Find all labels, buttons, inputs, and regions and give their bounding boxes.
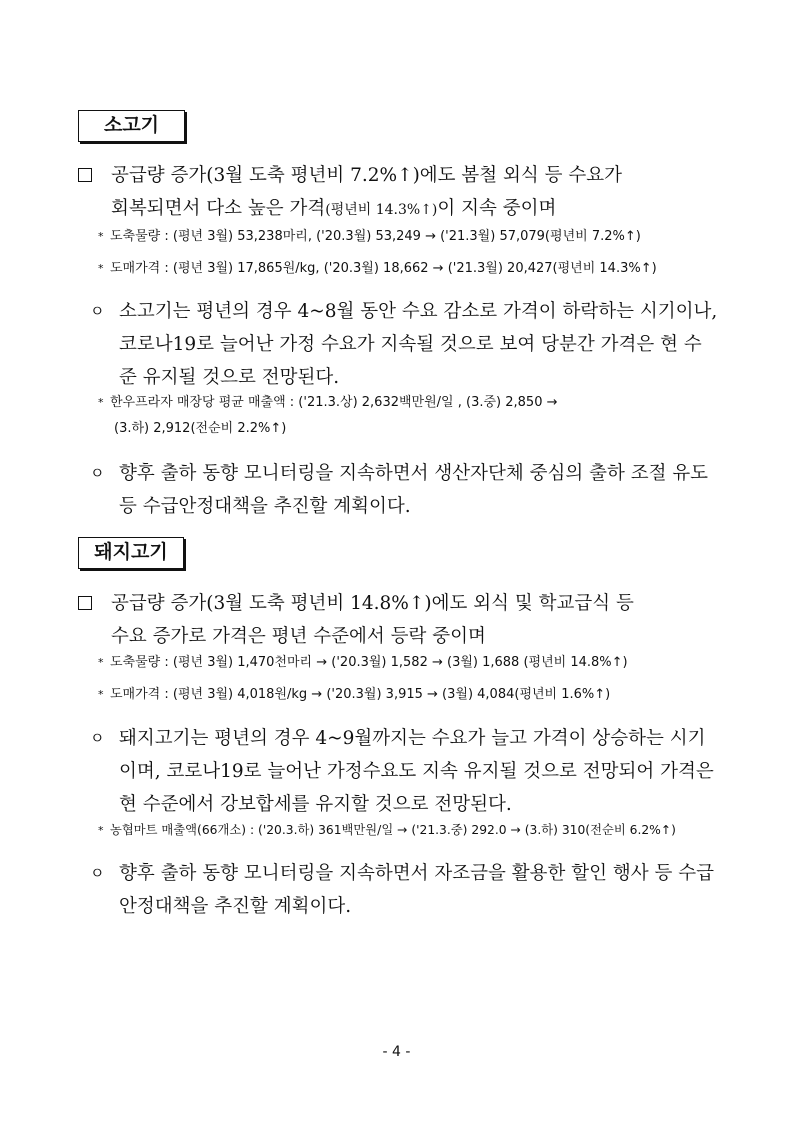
beef-outlook: ㅇ 소고기는 평년의 경우 4~8월 동안 수요 감소로 가격이 하락하는 시기이나, 코로나19로 늘어난 가정 수요가 지속될 것으로 보여 당분간 가격은 현 수준 유지될 것으로 전망된다. — [90, 295, 718, 394]
pork-note-wholesale-price: * 도매가격 : (평년 3월) 4,018원/kg → ('20.3월) 3,915 → (3월) 4,084(평년비 1.6%↑) — [98, 681, 718, 709]
square-bullet-icon — [78, 596, 92, 610]
pork-summary-line1: 공급량 증가(3월 도축 평년비 14.8%↑)에도 외식 및 학교급식 등 — [111, 593, 634, 614]
circle-bullet-icon: ㅇ — [90, 464, 105, 482]
beef-summary — [78, 159, 718, 227]
pork-note-slaughter: * 도축물량 : (평년 3월) 1,470천마리 → ('20.3월) 1,582 → (3월) 1,688 (평년비 14.8%↑) — [98, 649, 718, 677]
beef-summary-line1: 공급량 증가(3월 도축 평년비 7.2%↑)에도 봄철 외식 등 수요가 — [111, 165, 623, 186]
note-star-icon: * — [98, 824, 104, 837]
pork-summary — [78, 587, 718, 653]
beef-note-wholesale-price: * 도매가격 : (평년 3월) 17,865원/kg, ('20.3월) 18,662 → ('21.3월) 20,427(평년비 14.3%↑) — [98, 255, 718, 283]
note-star-icon: * — [98, 688, 104, 701]
page-number: - 4 - — [382, 1044, 411, 1060]
beef-plan: ㅇ 향후 출하 동향 모니터링을 지속하면서 생산자단체 중심의 출하 조절 유도 등 수급안정대책을 추진할 계획이다. — [90, 457, 718, 523]
beef-note-hanwoo-sales: * 한우프라자 매장당 평균 매출액 : ('21.3.상) 2,632백만원/일 , (3.중) 2,850 → (3.하) 2,912(전순비 2.2%↑) — [98, 390, 718, 442]
pork-plan: ㅇ 향후 출하 동향 모니터링을 지속하면서 자조금을 활용한 할인 행사 등 수급안정대책을 추진할 계획이다. — [90, 857, 718, 923]
pork-note-nh-mart-sales: * 농협마트 매출액(66개소) : ('20.3.하) 361백만원/일 → ('21.3.중) 292.0 → (3.하) 310(전순비 6.2%↑) — [98, 816, 718, 845]
beef-summary-line2: 회복되면서 다소 높은 가격(평년비 14.3%↑)이 지속 중이며 — [111, 198, 557, 219]
square-bullet-icon — [78, 168, 92, 182]
pork-outlook: ㅇ 돼지고기는 평년의 경우 4~9월까지는 수요가 늘고 가격이 상승하는 시기이며, 코로나19로 늘어난 가정수요도 지속 유지될 것으로 전망되어 가격은 현 수준에서 강보합세를 유지할 것으로 전망된다. — [90, 722, 718, 821]
note-star-icon: * — [98, 262, 104, 275]
beef-note-slaughter: * 도축물량 : (평년 3월) 53,238마리, ('20.3월) 53,249 → ('21.3월) 57,079(평년비 7.2%↑) — [98, 223, 718, 251]
note-star-icon: * — [98, 230, 104, 243]
section-title-beef: 소고기 — [78, 110, 185, 142]
note-star-icon: * — [98, 656, 104, 669]
pork-summary-line2: 수요 증가로 가격은 평년 수준에서 등락 중이며 — [111, 626, 486, 647]
circle-bullet-icon: ㅇ — [90, 302, 105, 320]
circle-bullet-icon: ㅇ — [90, 729, 105, 747]
section-title-pork: 돼지고기 — [78, 537, 184, 569]
circle-bullet-icon: ㅇ — [90, 864, 105, 882]
note-star-icon: * — [98, 396, 104, 409]
